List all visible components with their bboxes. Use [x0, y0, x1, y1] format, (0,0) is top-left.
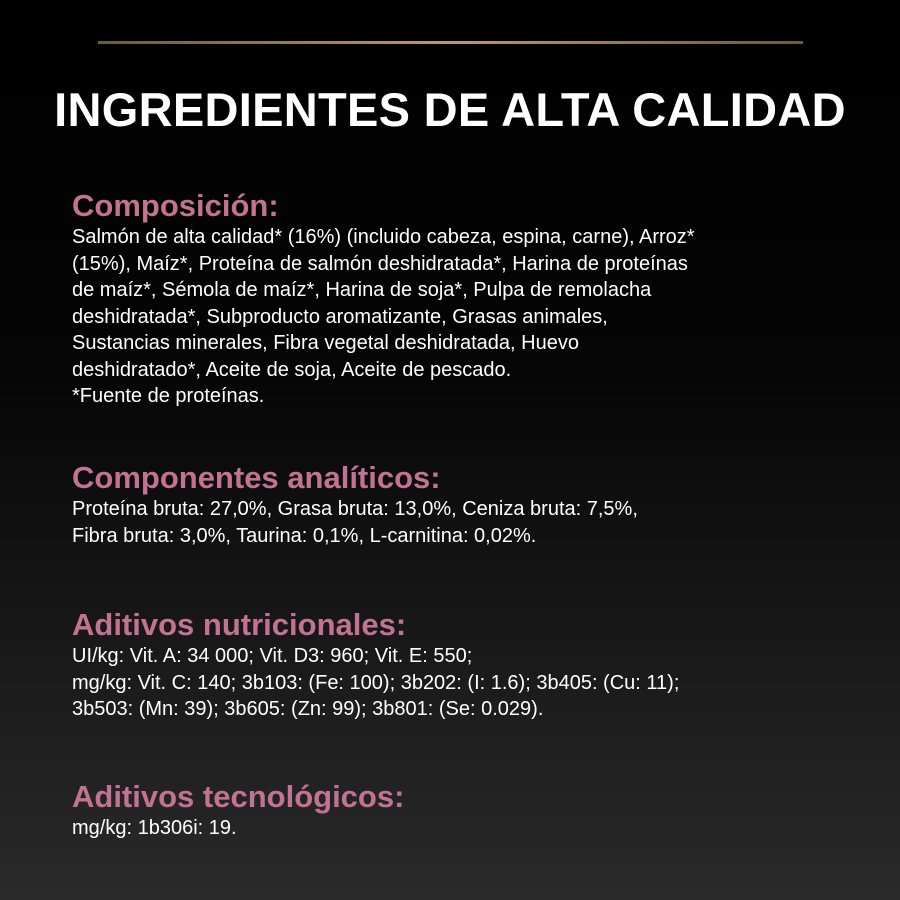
section-heading: Aditivos tecnológicos: [72, 779, 405, 814]
section-text: Proteína bruta: 27,0%, Grasa bruta: 13,0%, Ceniza bruta: 7,5%, Fibra bruta: 3,0%, Taurina: 0,1%, L-carnitina: 0,02%. [72, 498, 638, 547]
section-text: UI/kg: Vit. A: 34 000; Vit. D3: 960; Vit. E: 550; mg/kg: Vit. C: 140; 3b103: (Fe: 100); 3b202: (I: 1.6); 3b405: (Cu: 11); 3b503: (Mn: 39); 3b605: (Zn: 99); 3b801: (Se: 0.029). [72, 645, 680, 720]
section-aditivos-tecnologicos [72, 779, 852, 842]
section-heading: Composición: [72, 188, 279, 223]
section-composicion [72, 188, 852, 410]
section-text: Salmón de alta calidad* (16%) (incluido cabeza, espina, carne), Arroz* (15%), Maíz*, Proteína de salmón deshidratada*, Harina de proteínas de maíz*, Sémola de maíz*, Harina de soja*, Pulpa de remolacha deshidratada*, Subproducto aromatizante, Grasas animales, Sustancias minerales, Fibra vegetal deshidratada, Huevo deshidratado*, Aceite de soja, Aceite de pescado. *Fuente de proteínas. [72, 226, 695, 407]
section-componentes-analiticos [72, 460, 852, 549]
page-title: INGREDIENTES DE ALTA CALIDAD [54, 83, 846, 136]
section-heading: Aditivos nutricionales: [72, 607, 407, 642]
gold-divider [98, 41, 803, 44]
section-aditivos-nutricionales [72, 607, 852, 723]
section-text: mg/kg: 1b306i: 19. [72, 817, 237, 839]
section-heading: Componentes analíticos: [72, 460, 441, 495]
